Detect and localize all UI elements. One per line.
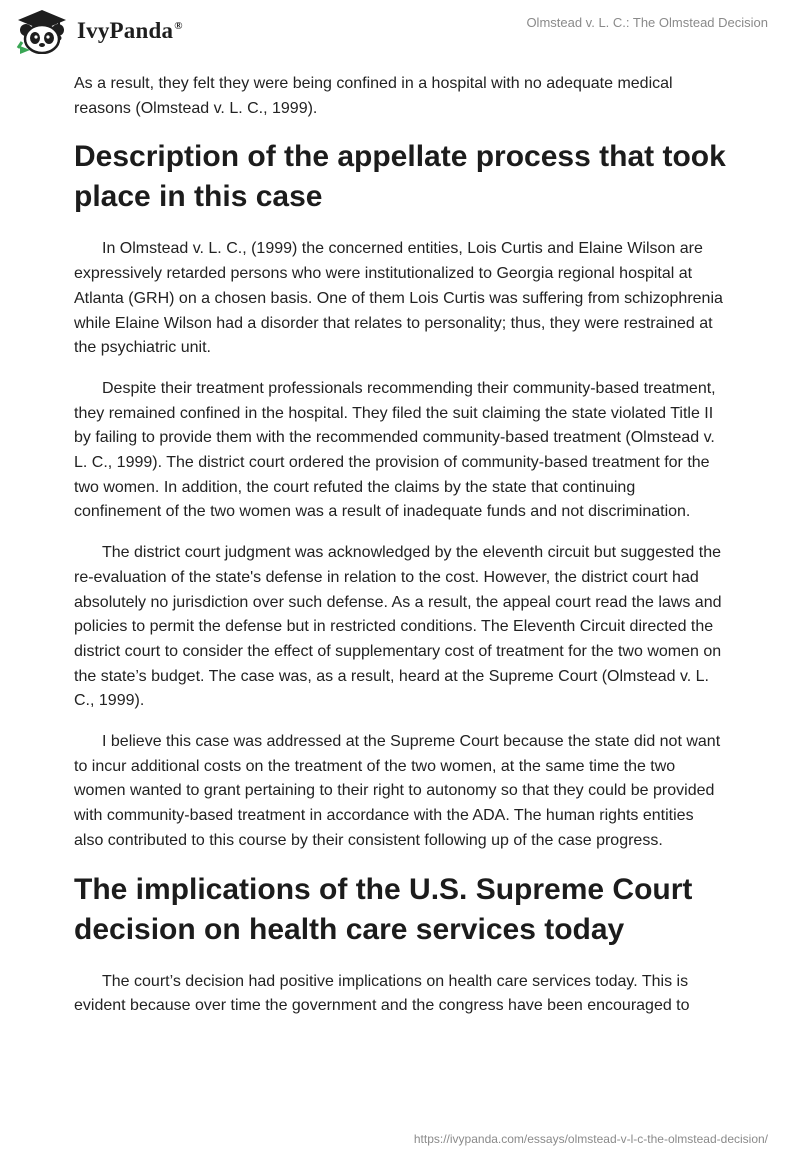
article-body xyxy=(74,72,726,1035)
section-heading-implications: The implications of the U.S. Supreme Court decision on health care services today xyxy=(74,872,693,946)
intro-paragraph: As a result, they felt they were being confined in a hospital with no adequate medical reasons (Olmstead v. L. C., 1999). xyxy=(74,75,673,117)
section-heading-appellate: Description of the appellate process that took place in this case xyxy=(74,140,726,214)
body-paragraph: The district court judgment was acknowledged by the eleventh circuit but suggested the re-evaluation of the state's defense in relation to the cost. However, the district court had absolutely no jurisdiction over such defense. As a result, the appeal court read the laws and policies to permit the defense but in restricted conditions. The Eleventh Circuit directed the district court to consider the effect of supplementary cost of treatment for the two women on the state’s budget. The case was, as a result, heard at the Supreme Court (Olmstead v. L. C., 1999). xyxy=(74,544,722,710)
body-paragraph: The court’s decision had positive implications on health care services today. This is evident because over time the government and the congress have been encouraged to xyxy=(74,972,690,1015)
document-title: Olmstead v. L. C.: The Olmstead Decision xyxy=(526,15,768,30)
body-paragraph: I believe this case was addressed at the Supreme Court because the state did not want to incur additional costs on the treatment of the two women, at the same time the two women wanted to grant pertaining to their right to autonomy so that they could be provided with community-based treatment in accordance with the ADA. The human rights entities also contributed to this course by their consistent following up of the case progress. xyxy=(74,733,721,849)
panda-graduate-icon xyxy=(14,8,70,54)
brand-logo[interactable] xyxy=(14,8,183,54)
body-paragraph: Despite their treatment professionals recommending their community-based treatment, they remained confined in the hospital. They filed the suit claiming the state violated Title II by failing to provide them with the recommended community-based treatment (Olmstead v. L. C., 1999). The district court ordered the provision of community-based treatment for the two women. In addition, the court refuted the claims by the state that continuing confinement of the two women was a result of inadequate funds and not discrimination. xyxy=(74,379,716,521)
body-paragraph: In Olmstead v. L. C., (1999) the concerned entities, Lois Curtis and Elaine Wilson are expressively retarded persons who were institutionalized to Georgia regional hospital at Atlanta (GRH) on a chosen basis. One of them Lois Curtis was suffering from schizophrenia while Elaine Wilson had a disorder that relates to personality; thus, they were restrained at the psychiatric unit. xyxy=(74,240,723,357)
source-url-link[interactable]: https://ivypanda.com/essays/olmstead-v-l-c-the-olmstead-decision/ xyxy=(413,1132,768,1146)
page-header xyxy=(0,0,800,64)
brand-name: IvyPanda® xyxy=(77,18,183,43)
